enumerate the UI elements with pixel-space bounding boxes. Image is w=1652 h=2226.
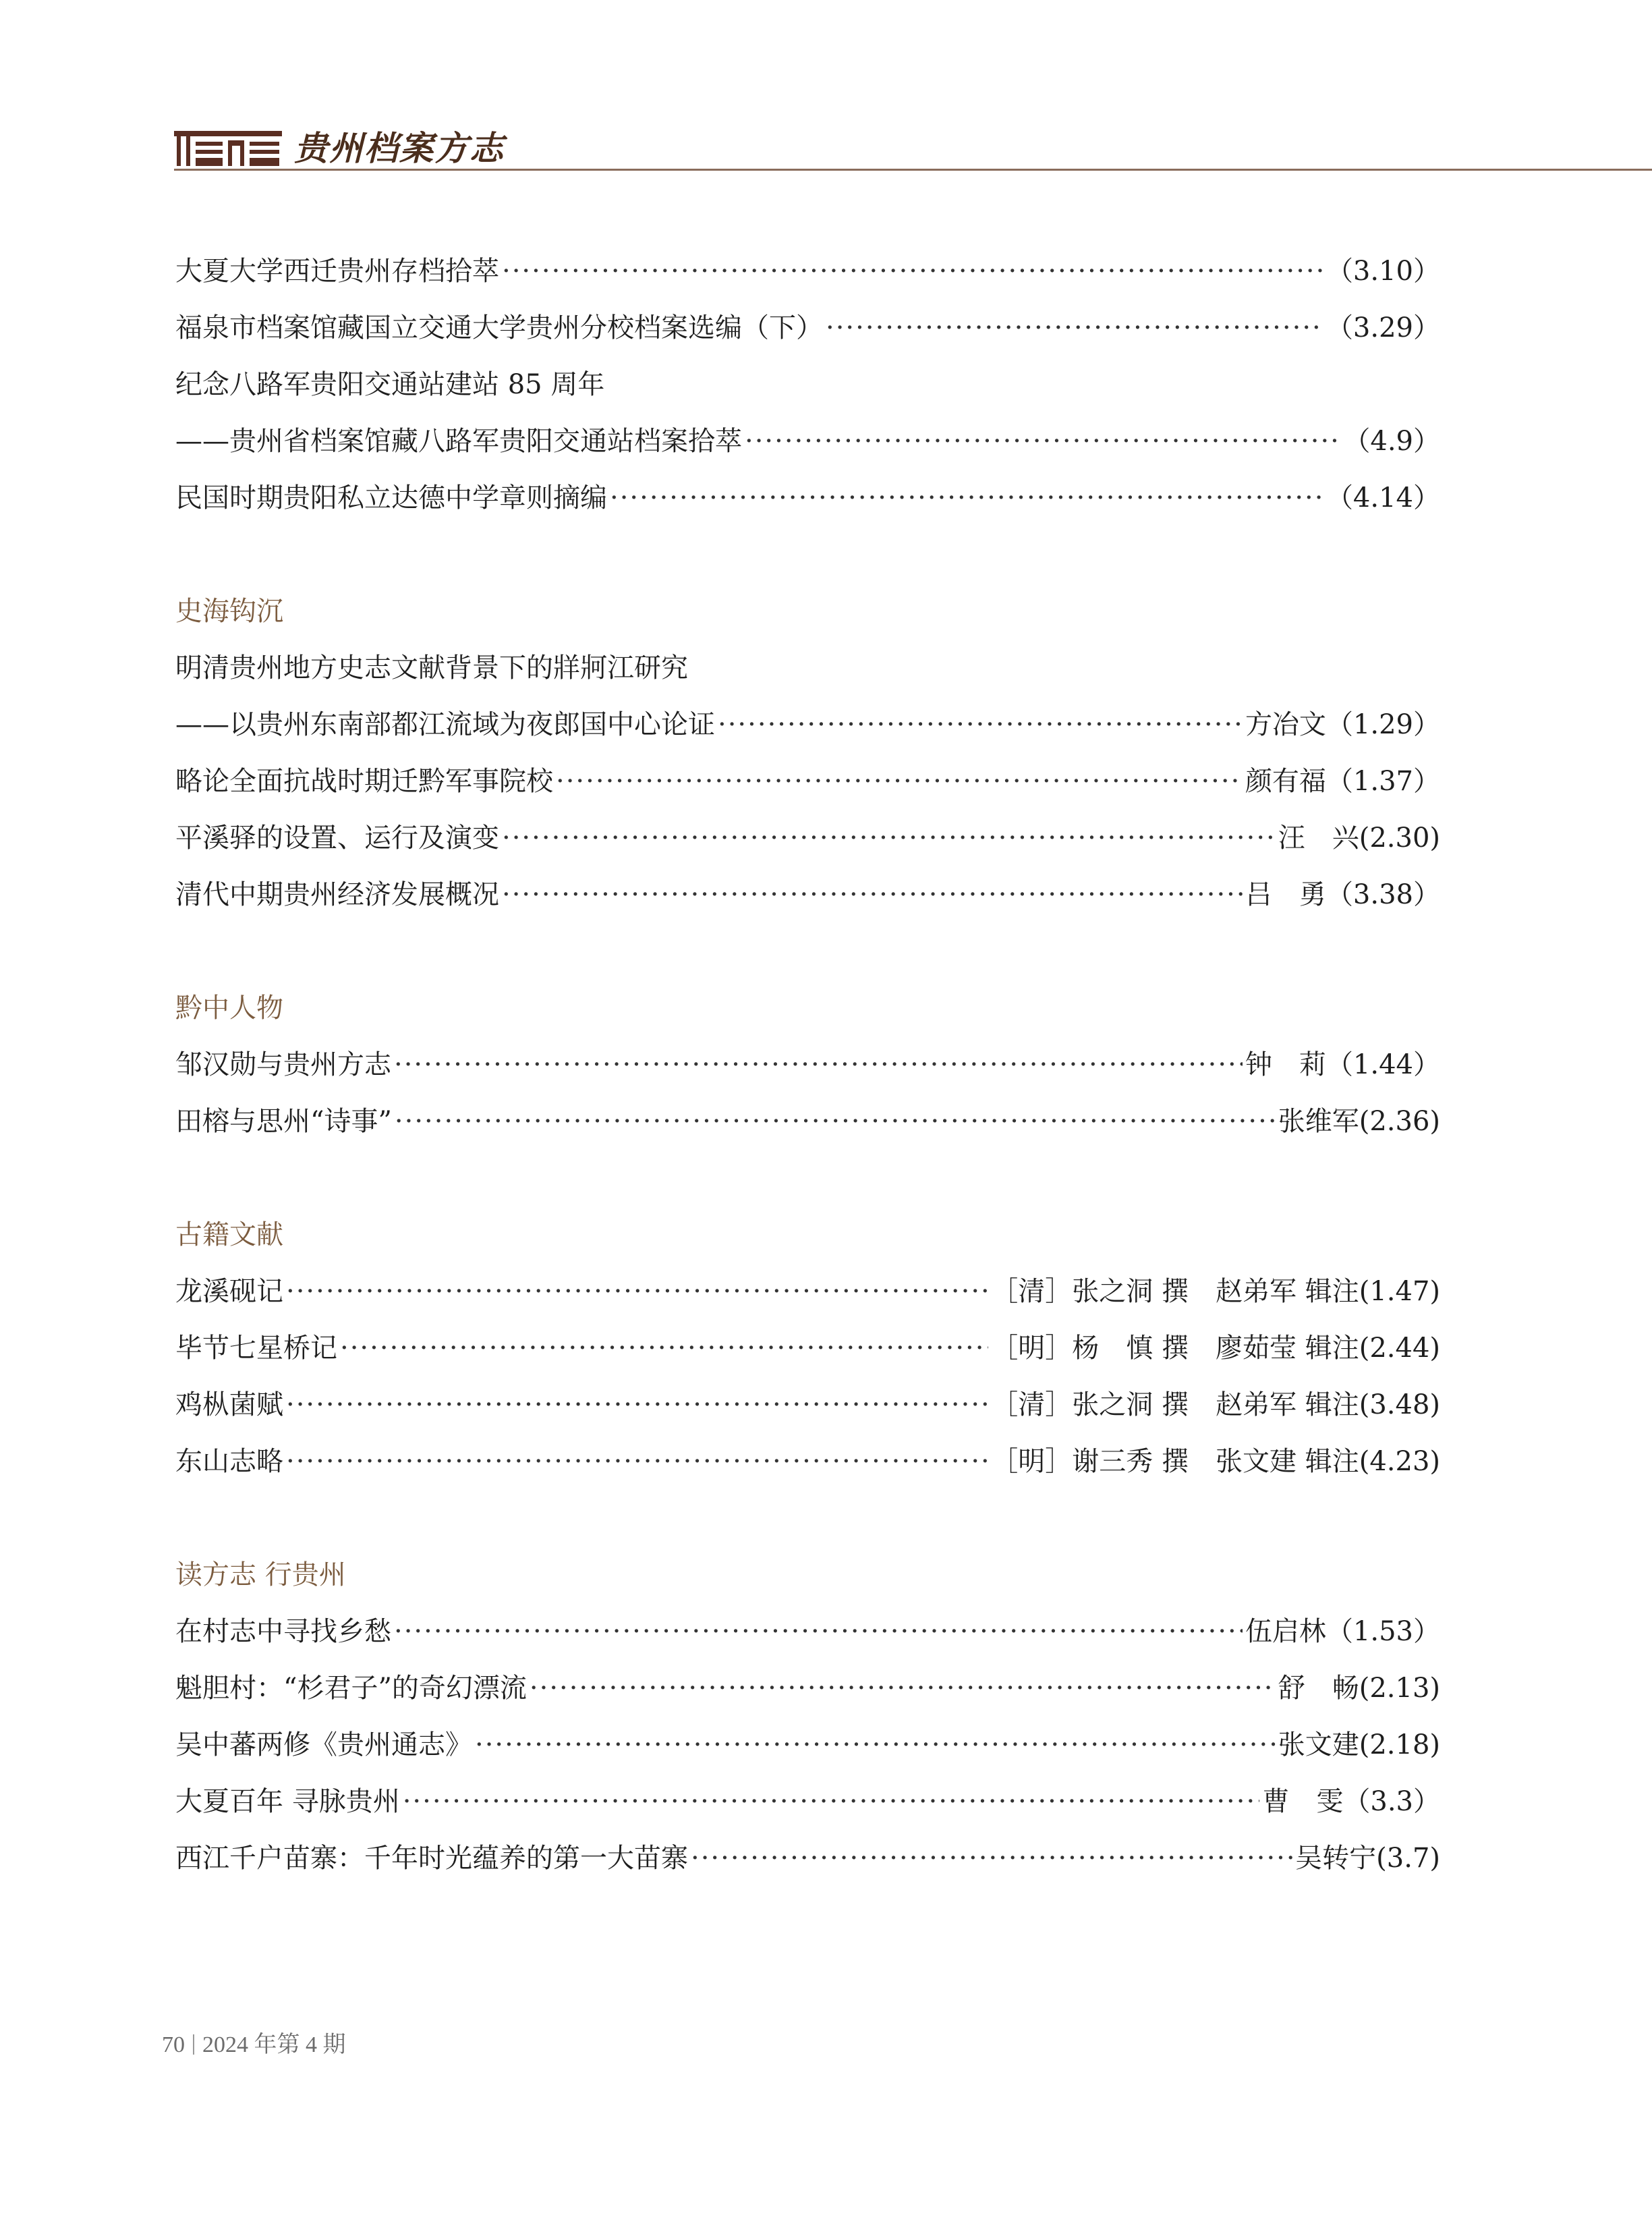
- entry-author: ［清］张之洞 撰 赵弟军 辑注: [991, 1276, 1359, 1307]
- entry-issue-ref: （1.37）: [1326, 766, 1440, 797]
- entry-author: 方冶文: [1245, 709, 1326, 740]
- entry-title: 毕节七星桥记: [175, 1333, 337, 1364]
- toc-entry[interactable]: [175, 356, 1440, 413]
- toc-section: [175, 980, 1440, 1150]
- entry-issue-ref: (1.47): [1359, 1276, 1440, 1307]
- entry-author: ［明］谢三秀 撰 张文建 辑注: [991, 1446, 1359, 1477]
- toc-entry[interactable]: [175, 1433, 1440, 1490]
- dot-leader: [403, 1773, 1260, 1830]
- entry-author: 颜有福: [1245, 766, 1326, 797]
- entry-issue-ref: （3.10）: [1326, 256, 1440, 287]
- journal-logo-text: 贵州档案方志: [294, 128, 505, 168]
- toc-entry[interactable]: [175, 1830, 1440, 1887]
- entry-issue-ref: （4.9）: [1343, 426, 1440, 457]
- toc-section: [175, 1206, 1440, 1490]
- entry-issue-ref: (3.48): [1359, 1389, 1440, 1420]
- toc-entry[interactable]: [175, 866, 1440, 923]
- dot-leader: [691, 1830, 1292, 1887]
- toc-entry[interactable]: [175, 1603, 1440, 1660]
- issue-label: 2024 年第 4 期: [202, 2032, 346, 2057]
- toc-section: [175, 1547, 1440, 1887]
- entry-title: 东山志略: [175, 1446, 283, 1477]
- dot-leader: [395, 1093, 1276, 1150]
- section-title: 黔中人物: [175, 993, 283, 1024]
- footer-separator: [193, 2034, 194, 2055]
- entry-title: 平溪驿的设置、运行及演变: [175, 823, 499, 854]
- dot-leader: [826, 300, 1323, 356]
- toc-entry[interactable]: [175, 1773, 1440, 1830]
- dot-leader: [340, 1320, 988, 1376]
- entry-author: 钟 莉: [1245, 1049, 1326, 1080]
- dot-leader: [502, 866, 1243, 923]
- toc-entry[interactable]: [175, 753, 1440, 810]
- toc-entry[interactable]: [175, 1093, 1440, 1150]
- page-number: 70: [162, 2032, 185, 2057]
- entry-issue-ref: （1.29）: [1326, 709, 1440, 740]
- entry-issue-ref: （3.38）: [1326, 879, 1440, 910]
- entry-author: 吕 勇: [1245, 879, 1326, 910]
- entry-issue-ref: （4.14）: [1326, 482, 1440, 513]
- entry-title: 民国时期贵阳私立达德中学章则摘编: [175, 482, 607, 513]
- toc-entry[interactable]: [175, 1660, 1440, 1717]
- entry-author: 舒 畅: [1278, 1673, 1359, 1704]
- entry-title: 吴中蕃两修《贵州通志》: [175, 1729, 472, 1760]
- entry-title: 略论全面抗战时期迁黔军事院校: [175, 766, 553, 797]
- entry-issue-ref: (2.30): [1359, 823, 1440, 854]
- entry-title: 清代中期贵州经济发展概况: [175, 879, 499, 910]
- toc-entry[interactable]: [175, 1717, 1440, 1773]
- building-logo-icon: [174, 127, 282, 169]
- toc-entry[interactable]: [175, 810, 1440, 866]
- entry-issue-ref: (2.44): [1359, 1333, 1440, 1364]
- entry-author: ［清］张之洞 撰 赵弟军 辑注: [991, 1389, 1359, 1420]
- entry-author: ［明］杨 慎 撰 廖茹莹 辑注: [991, 1333, 1359, 1364]
- entry-author: 张维军: [1278, 1106, 1359, 1137]
- toc-entry[interactable]: [175, 243, 1440, 300]
- section-title: 读方志 行贵州: [175, 1559, 346, 1590]
- dot-leader: [286, 1376, 988, 1433]
- section-title: 古籍文献: [175, 1219, 283, 1250]
- toc-entry[interactable]: [175, 1376, 1440, 1433]
- entry-issue-ref: (4.23): [1359, 1446, 1440, 1477]
- section-title: 史海钩沉: [175, 596, 283, 627]
- toc-entry[interactable]: [175, 640, 1440, 696]
- dot-leader: [475, 1717, 1276, 1773]
- entry-issue-ref: （3.3）: [1343, 1786, 1440, 1817]
- entry-title: 魁胆村：“杉君子”的奇幻漂流: [175, 1673, 527, 1704]
- page-footer: [162, 2026, 346, 2059]
- dot-leader: [502, 243, 1323, 300]
- dot-leader: [394, 1603, 1243, 1660]
- entry-title: ——贵州省档案馆藏八路军贵阳交通站档案拾萃: [175, 426, 742, 457]
- dot-leader: [718, 696, 1243, 753]
- entry-author: 曹 雯: [1262, 1786, 1344, 1817]
- entry-title: 大夏百年 寻脉贵州: [175, 1786, 400, 1817]
- dot-leader: [745, 413, 1340, 470]
- dot-leader: [394, 1036, 1243, 1093]
- toc-entry[interactable]: [175, 1320, 1440, 1376]
- entry-issue-ref: （3.29）: [1326, 312, 1440, 343]
- toc-section: [175, 583, 1440, 923]
- entry-title: 在村志中寻找乡愁: [175, 1616, 391, 1647]
- toc-entry[interactable]: [175, 1036, 1440, 1093]
- entry-issue-ref: (2.36): [1359, 1106, 1440, 1137]
- entry-title: 明清贵州地方史志文献背景下的牂牁江研究: [175, 652, 688, 684]
- entry-issue-ref: (3.7): [1376, 1843, 1440, 1874]
- entry-issue-ref: (2.13): [1359, 1673, 1440, 1704]
- entry-title: 大夏大学西迁贵州存档拾萃: [175, 256, 499, 287]
- dot-leader: [556, 753, 1243, 810]
- dot-leader: [610, 470, 1323, 526]
- toc-section: [175, 243, 1440, 526]
- toc-entry[interactable]: [175, 696, 1440, 753]
- table-of-contents: [175, 243, 1440, 1887]
- dot-leader: [286, 1263, 988, 1320]
- entry-author: 伍启林: [1245, 1616, 1326, 1647]
- entry-title: 田榕与思州“诗事”: [175, 1106, 392, 1137]
- toc-entry[interactable]: [175, 470, 1440, 526]
- entry-author: 汪 兴: [1278, 823, 1359, 854]
- toc-entry[interactable]: [175, 1263, 1440, 1320]
- header-divider: [174, 169, 1652, 171]
- dot-leader: [286, 1433, 988, 1490]
- entry-author: 张文建: [1278, 1729, 1359, 1760]
- entry-title: 龙溪砚记: [175, 1276, 283, 1307]
- dot-leader: [502, 810, 1276, 866]
- entry-author: 吴转宁: [1295, 1843, 1377, 1874]
- entry-title: ——以贵州东南部都江流域为夜郎国中心论证: [175, 709, 715, 740]
- entry-title: 纪念八路军贵阳交通站建站 85 周年: [175, 369, 605, 400]
- dot-leader: [530, 1660, 1276, 1717]
- page-header: [174, 108, 1652, 173]
- entry-title: 鸡枞菌赋: [175, 1389, 283, 1420]
- entry-issue-ref: (2.18): [1359, 1729, 1440, 1760]
- entry-title: 邹汉勋与贵州方志: [175, 1049, 391, 1080]
- toc-entry[interactable]: [175, 413, 1440, 470]
- entry-issue-ref: （1.53）: [1326, 1616, 1440, 1647]
- entry-title: 西江千户苗寨：千年时光蕴养的第一大苗寨: [175, 1843, 688, 1874]
- entry-issue-ref: （1.44）: [1326, 1049, 1440, 1080]
- toc-entry[interactable]: [175, 300, 1440, 356]
- entry-title: 福泉市档案馆藏国立交通大学贵州分校档案选编（下）: [175, 312, 823, 343]
